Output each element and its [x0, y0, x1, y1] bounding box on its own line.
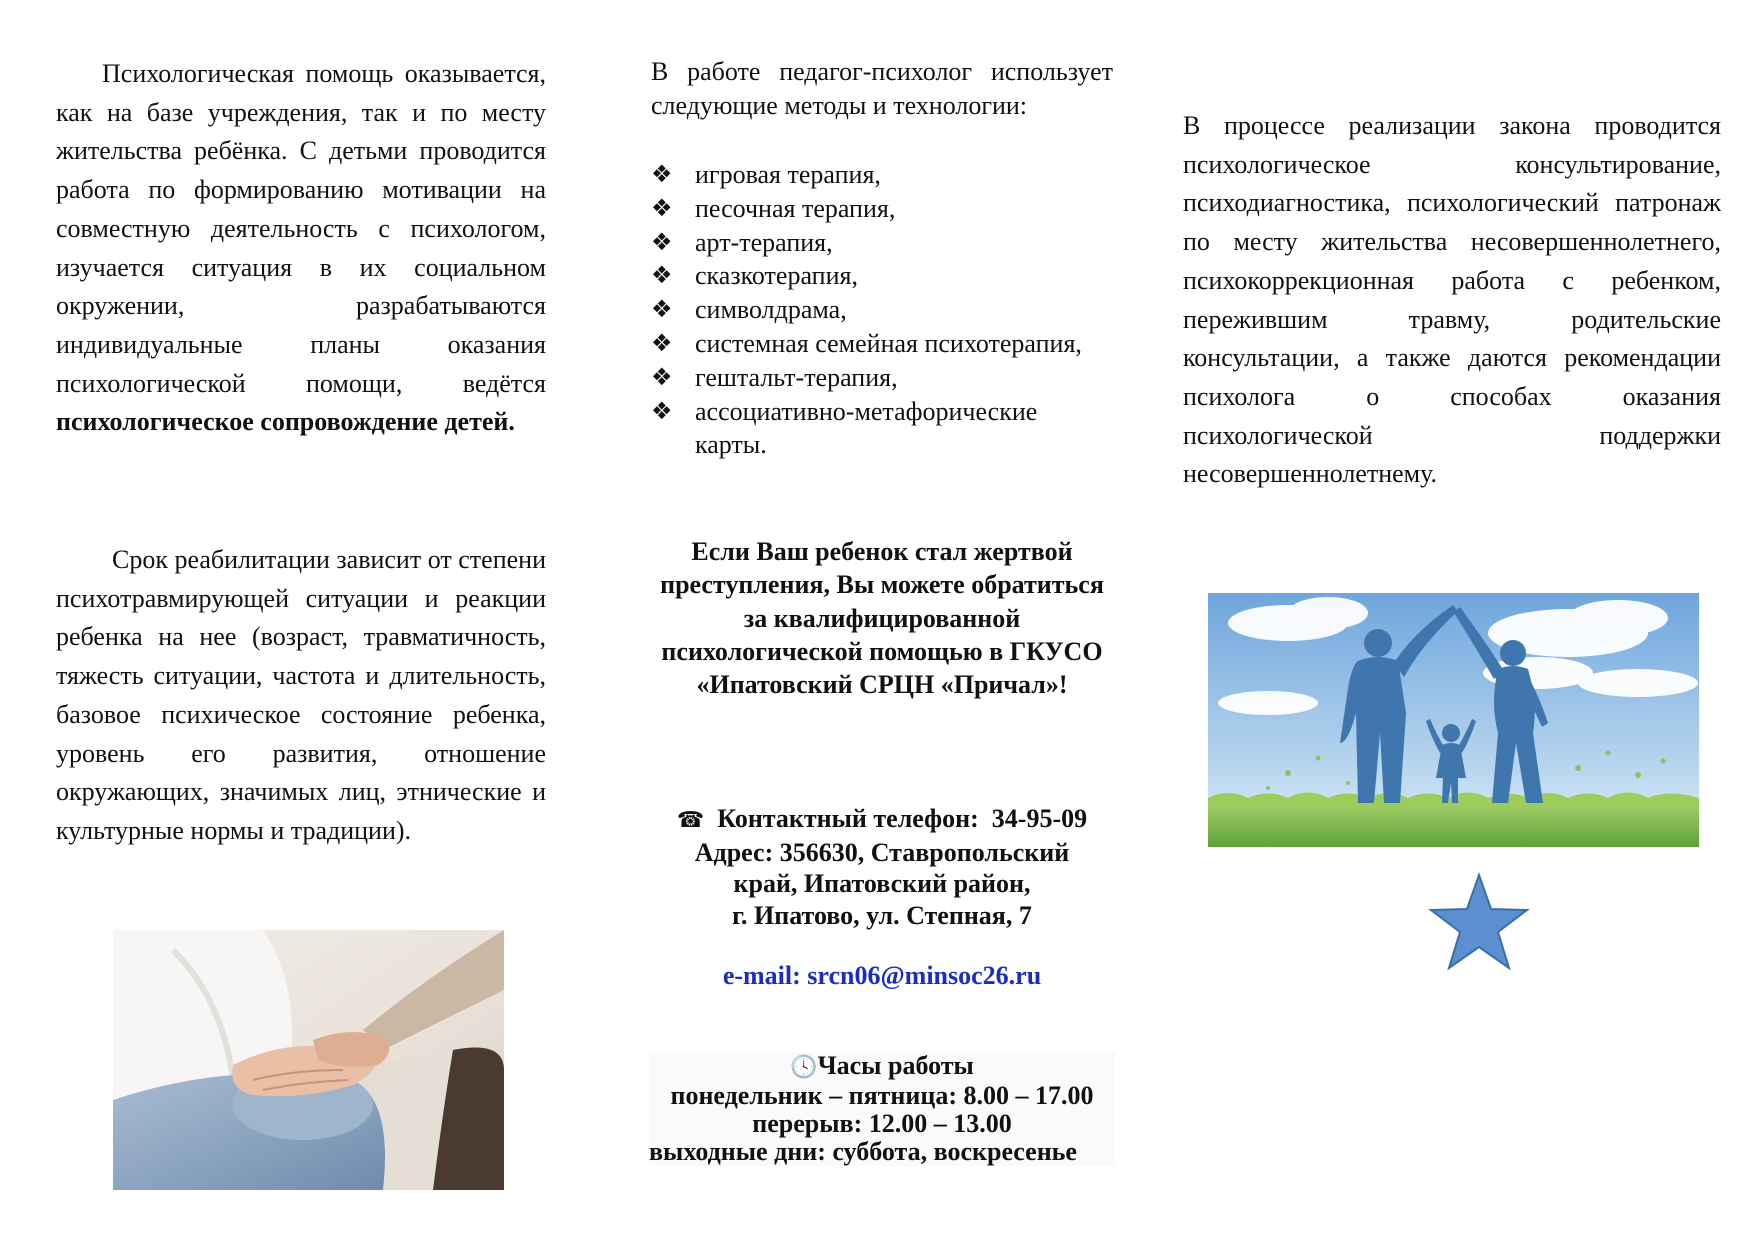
- list-item: ❖ арт-терапия,: [651, 226, 1113, 260]
- diamond-bullet-icon: ❖: [651, 362, 673, 391]
- diamond-bullet-icon: ❖: [651, 396, 673, 425]
- list-item: ❖ ассоциативно-метафорические карты.: [651, 396, 1038, 460]
- email-link[interactable]: e-mail: srcn06@minsoc26.ru: [722, 961, 1042, 990]
- star-icon: [1427, 872, 1531, 972]
- methods-list: [651, 158, 1113, 462]
- list-item: ❖ сказкотерапия,: [651, 259, 1113, 293]
- diamond-bullet-icon: ❖: [651, 193, 673, 222]
- photo-holding-hands: [113, 930, 504, 1190]
- hours-weekdays: понедельник – пятница: 8.00 – 17.00: [670, 1081, 1094, 1110]
- working-hours-block: [649, 1052, 1115, 1166]
- address-line-2: край, Ипатовский район,: [733, 869, 1031, 898]
- hours-break: перерыв: 12.00 – 13.00: [752, 1109, 1012, 1138]
- diamond-bullet-icon: ❖: [651, 160, 673, 188]
- list-item: ❖ символдрама,: [651, 293, 1113, 327]
- phone-label: Контактный телефон:: [717, 804, 979, 833]
- law-implementation-paragraph: В процессе реализации закона проводится психологическое консультирование, психодиагностика, психологический патронаж по месту жительства несовершеннолетнего, психокоррекционная работа с ребенком, пережившим травму, родительские консультации, а также даются рекомендации психолога о способах оказания психологической поддержки несовершеннолетнему.: [1183, 111, 1721, 489]
- hours-weekend: выходные дни: суббота, воскресенье: [649, 1137, 1077, 1166]
- help-paragraph: [56, 55, 546, 442]
- clock-icon: 🕓: [790, 1055, 818, 1080]
- rehab-term-paragraph: Срок реабилитации зависит от степени психотравмирующей ситуации и реакции ребенка на нее (возраст, травматичность, тяжесть ситуации, частота и длительность, базовое психическое состояние ребенка, уровень его развития, отношение окружающих, значимых лиц, этнические и культурные нормы и традиции).: [56, 545, 546, 845]
- methods-intro: В работе педагог-психолог использует следующие методы и технологии:: [651, 57, 1113, 120]
- help-paragraph-bold: психологическое сопровождение детей.: [56, 407, 515, 437]
- diamond-bullet-icon: ❖: [651, 295, 673, 324]
- photo-family-silhouette: [1208, 593, 1699, 847]
- phone-number[interactable]: 34-95-09: [991, 804, 1088, 833]
- contacts-block: [645, 803, 1119, 931]
- diamond-bullet-icon: ❖: [651, 227, 673, 256]
- victim-help-notice: Если Ваш ребенок стал жертвой преступления, Вы можете обратиться за квалифицированной психологической помощью в ГКУСО «Ипатовский СРЦН «Причал»!: [660, 537, 1104, 700]
- address-line-3: г. Ипатово, ул. Степная, 7: [732, 900, 1032, 930]
- address-line-1: Адрес: 356630, Ставропольский: [694, 837, 1070, 867]
- list-item: ❖ гештальт-терапия,: [651, 361, 1113, 395]
- phone-icon: ☎: [676, 808, 705, 833]
- hours-title-line: [649, 1052, 1115, 1082]
- help-paragraph-text: Психологическая помощь оказывается, как на базе учреждения, так и по месту жительства ребёнка. С детьми проводится работа по формированию мотивации на совместную деятельность с психологом, изучается ситуация в их социальном окружении, разрабатываются индивидуальные планы оказания психологической помощи, ведётся: [56, 59, 546, 398]
- phone-line: [645, 803, 1119, 837]
- diamond-bullet-icon: ❖: [651, 328, 673, 357]
- hours-title: Часы работы: [817, 1051, 974, 1080]
- diamond-bullet-icon: ❖: [651, 261, 673, 290]
- list-item: ❖ игровая терапия,: [651, 158, 1113, 192]
- list-item: ❖ песочная терапия,: [651, 192, 1113, 226]
- list-item: ❖ системная семейная психотерапия,: [651, 327, 1113, 361]
